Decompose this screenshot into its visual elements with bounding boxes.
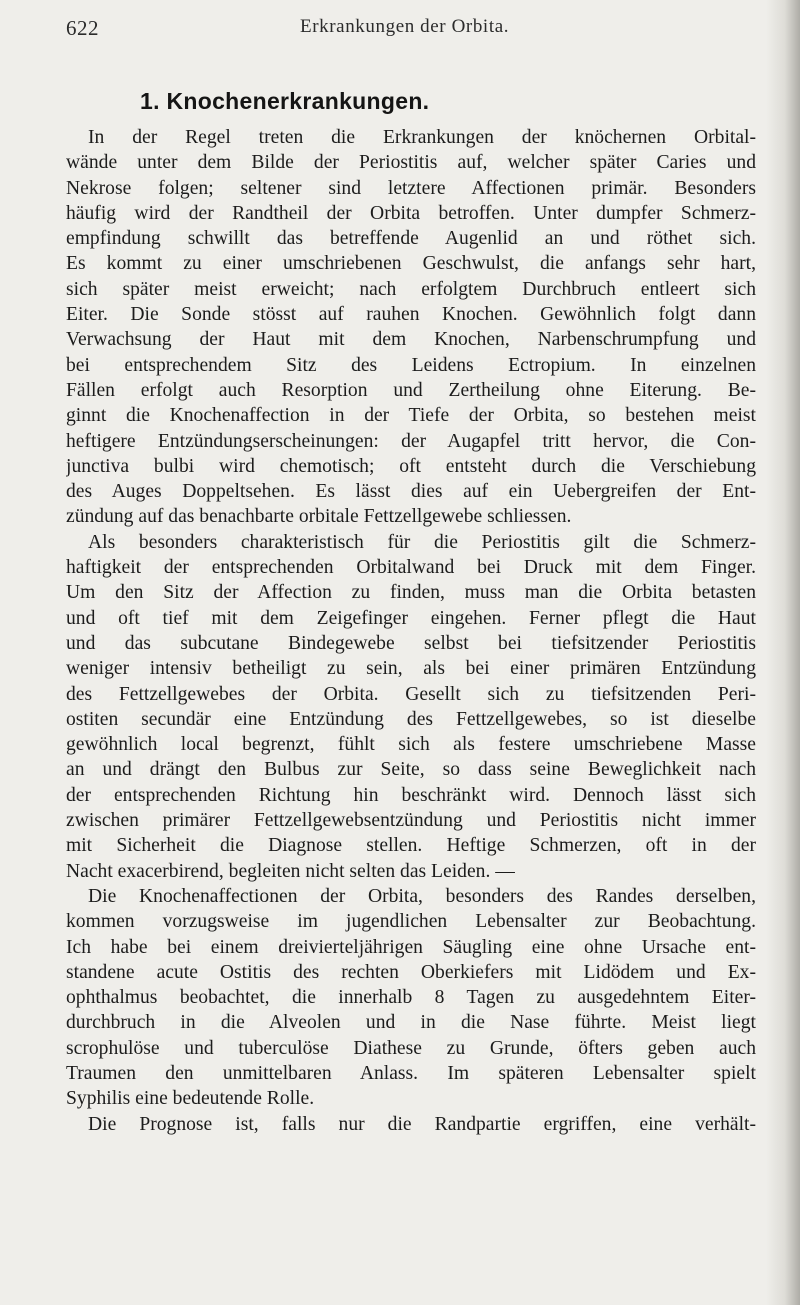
text-line: standene acute Ostitis des rechten Oberkiefers mit Lidödem und Ex- [66,961,756,983]
text-line: und oft tief mit dem Zeigefinger eingehen. Ferner pflegt die Haut [66,607,756,629]
text-line: und das subcutane Bindegewebe selbst bei tiefsitzender Periostitis [66,632,756,654]
text-line: In der Regel treten die Erkrankungen der knöchernen Orbital- [88,127,756,148]
text-line: des Auges Doppeltsehen. Es lässt dies auf ein Uebergreifen der Ent- [66,481,756,503]
text-line: der entsprechenden Richtung hin beschränkt wird. Dennoch lässt sich [66,784,756,806]
text-line: häufig wird der Randtheil der Orbita betroffen. Unter dumpfer Schmerz- [66,202,756,224]
text-line: Nekrose folgen; seltener sind letztere Affectionen primär. Besonders [66,177,756,199]
text-line: mit Sicherheit die Diagnose stellen. Heftige Schmerzen, oft in der [66,835,756,857]
text-line: Es kommt zu einer umschriebenen Geschwulst, die anfangs sehr hart, [66,253,756,275]
text-line: ostiten secundär eine Entzündung des Fettzellgewebes, so ist dieselbe [66,708,756,730]
text-line: bei entsprechendem Sitz des Leidens Ectropium. In einzelnen [66,354,756,376]
text-line: junctiva bulbi wird chemotisch; oft entsteht durch die Verschiebung [66,455,756,477]
text-line: Syphilis eine bedeutende Rolle. [66,1088,315,1110]
text-line: zwischen primärer Fettzellgewebsentzündung und Periostitis nicht immer [66,810,756,832]
section-heading: 1. Knochenerkrankungen. [140,88,430,114]
text-line: Ich habe bei einem dreivierteljährigen Säugling eine ohne Ursache ent- [66,936,756,958]
text-line: wände unter dem Bilde der Periostitis auf, welcher später Caries und [66,152,756,174]
text-line: ginnt die Knochenaffection in der Tiefe der Orbita, so bestehen meist [66,405,756,427]
body-text [66,125,756,1137]
text-line: haftigkeit der entsprechenden Orbitalwand bei Druck mit dem Finger. [66,557,756,579]
text-line: Traumen den unmittelbaren Anlass. Im späteren Lebensalter spielt [66,1062,756,1084]
text-line: empfindung schwillt das betreffende Augenlid an und röthet sich. [66,228,756,250]
text-line: gewöhnlich local begrenzt, fühlt sich als festere umschriebene Masse [66,734,756,756]
text-line: Fällen erfolgt auch Resorption und Zertheilung ohne Eiterung. Be- [66,379,756,401]
text-line: Verwachsung der Haut mit dem Knochen, Narbenschrumpfung und [66,329,756,351]
running-title: Erkrankungen der Orbita. [300,16,510,37]
text-line: weniger intensiv betheiligt zu sein, als bei einer primären Entzündung [66,658,756,680]
text-line: zündung auf das benachbarte orbitale Fettzellgewebe schliessen. [66,506,572,528]
text-line: kommen vorzugsweise im jugendlichen Lebensalter zur Beobachtung. [66,911,756,933]
text-line: Um den Sitz der Affection zu finden, muss man die Orbita betasten [66,582,756,604]
text-line: des Fettzellgewebes der Orbita. Gesellt sich zu tiefsitzenden Peri- [66,683,756,705]
page-edge-shadow [766,0,800,1305]
text-line: an und drängt den Bulbus zur Seite, so dass seine Beweglichkeit nach [66,759,756,781]
text-line: durchbruch in die Alveolen und in die Nase führte. Meist liegt [66,1012,756,1034]
text-line: sich später meist erweicht; nach erfolgtem Durchbruch entleert sich [66,278,756,300]
running-header [0,16,800,44]
text-line: ophthalmus beobachtet, die innerhalb 8 Tagen zu ausgedehntem Eiter- [66,987,756,1009]
page-number: 622 [66,16,99,40]
text-line: Als besonders charakteristisch für die Periostitis gilt die Schmerz- [88,531,756,553]
text-line: Die Knochenaffectionen der Orbita, besonders des Randes derselben, [88,885,756,907]
text-line: Eiter. Die Sonde stösst auf rauhen Knochen. Gewöhnlich folgt dann [66,304,756,326]
text-line: Die Prognose ist, falls nur die Randpartie ergriffen, eine verhält- [88,1113,756,1135]
text-line: heftigere Entzündungserscheinungen: der Augapfel tritt hervor, die Con- [66,430,756,452]
text-line: scrophulöse und tuberculöse Diathese zu Grunde, öfters geben auch [66,1037,756,1059]
text-line: Nacht exacerbirend, begleiten nicht selten das Leiden. — [66,860,515,882]
